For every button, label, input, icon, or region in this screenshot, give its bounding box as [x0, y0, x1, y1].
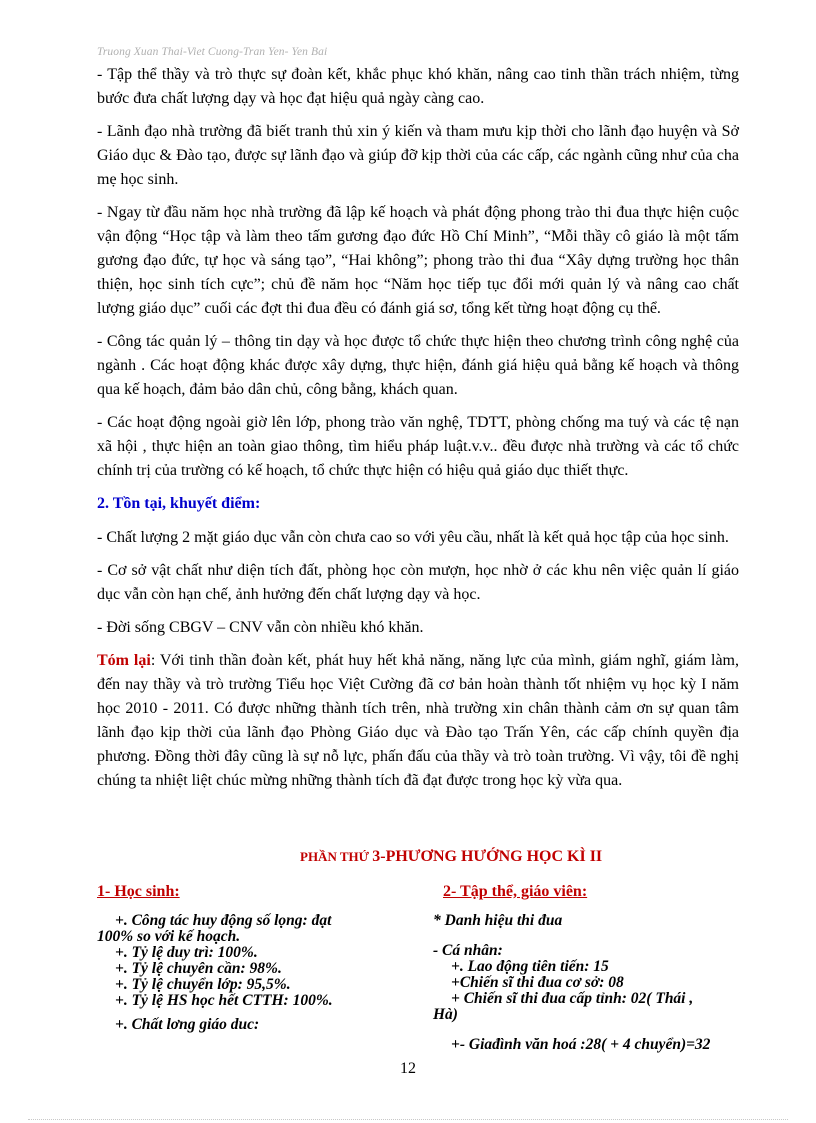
summary-text: : Với tinh thần đoàn kết, phát huy hết khả năng, năng lực của mình, giám nghĩ, giám làm, đến nay thầy và trò trường Tiểu học Việt Cường đã cơ bản hoàn thành tốt nhiệm vụ học kỳ I năm học 2010 - 2011. Có được những thành tích trên, nhà trường xin chân thành cảm ơn sự quan tâm lãnh đạo kịp thời của lãnh đạo Phòng Giáo dục và Đào tạo Trấn Yên, các cấp chính quyền địa phương. Đồng thời đây cũng là sự nỗ lực, phấn đấu của thầy và trò toàn trường. Vì vậy, tôi đề nghị chúng ta nhiệt liệt chúc mừng những thành tích đã đạt được trong học kỳ vừa qua.	[97, 652, 740, 789]
list-item: +. Tỷ lệ HS học hết CTTH: 100%.	[115, 992, 333, 1009]
list-item: +Chiến sĩ thi đua cơ sở: 08	[451, 974, 624, 991]
document-body	[97, 63, 739, 802]
paragraph: - Ngay từ đầu năm học nhà trường đã lập kế hoạch và phát động phong trào thi đua thực hiện cuộc vận động “Học tập và làm theo tấm gương đạo đức Hồ Chí Minh”, “Mỗi thầy cô giáo là một tấm gương đạo đức, tự học và sáng tạo”, “Hai không”; phong trào thi đua “Xây dựng trường học thân thiện, học sinh tích cực”; chủ đề năm học “Năm học tiếp tục đổi mới quản lý và nâng cao chất lượng giáo dục” cuối các đợt thi đua đều có đánh giá sơ, tổng kết từng hoạt động cụ thể.	[97, 204, 739, 317]
page-header: Truong Xuan Thai-Viet Cuong-Tran Yen- Yen Bai	[97, 46, 328, 58]
paragraph: - Chất lượng 2 mặt giáo dục vẫn còn chưa cao so với yêu cầu, nhất là kết quả học tập của học sinh.	[97, 529, 729, 546]
list-item: +. Chất lơng giáo duc:	[115, 1016, 260, 1033]
list-item: +. Tỷ lệ duy trì: 100%.	[115, 944, 258, 961]
list-item: * Danh hiệu thi đua	[433, 912, 563, 929]
page-number: 12	[400, 1060, 416, 1077]
paragraph: - Các hoạt động ngoài giờ lên lớp, phong trào văn nghệ, TDTT, phòng chống ma tuý và các tệ nạn xã hội , thực hiện an toàn giao thông, tìm hiểu pháp luật.v.v.. đều được nhà trường và các tổ chức chính trị của trường có kế hoạch, tổ chức thực hiện có hiệu quả giáo dục thiết thực.	[97, 414, 739, 479]
right-column	[433, 913, 783, 1053]
part-title	[300, 848, 602, 866]
paragraph: - Đời sống CBGV – CNV vẫn còn nhiều khó khăn.	[97, 619, 424, 636]
left-column	[97, 913, 427, 1033]
paragraph: - Cơ sở vật chất như diện tích đất, phòng học còn mượn, học nhờ ở các khu nên việc quản lí giáo dục vẫn còn hạn chế, ảnh hưởng đến chất lượng dạy và học.	[97, 562, 739, 603]
section-heading: 2. Tồn tại, khuyết điểm:	[97, 495, 261, 512]
summary-label: Tóm lại	[97, 652, 151, 669]
list-item: - Cá nhân:	[433, 942, 503, 959]
part-prefix: PHẦN THỨ	[300, 849, 373, 864]
list-item: + Chiến sĩ thi đua cấp tỉnh: 02( Thái ,	[451, 990, 694, 1007]
right-column-heading: 2- Tập thể, giáo viên:	[443, 883, 588, 900]
part-title-text: 3-PHƯƠNG HƯỚNG HỌC KÌ II	[372, 848, 603, 865]
list-item: 100% so với kế hoạch.	[97, 928, 241, 945]
list-item: +. Tỷ lệ chuyển lớp: 95,5%.	[115, 976, 291, 993]
list-item: +- Giađình văn hoá :28( + 4 chuyển)=32	[451, 1036, 711, 1053]
paragraph: - Lãnh đạo nhà trường đã biết tranh thủ xin ý kiến và tham mưu kịp thời cho lãnh đạo huyện và Sở Giáo dục & Đào tạo, được sự lãnh đạo và giúp đỡ kịp thời của các cấp, các ngành cũng như của cha mẹ học sinh.	[97, 123, 739, 188]
list-item: +. Tỷ lệ chuyên cần: 98%.	[115, 960, 282, 977]
list-item: Hà)	[433, 1006, 458, 1023]
list-item: +. Công tác huy động số lọng: đạt	[115, 912, 332, 929]
summary-paragraph	[97, 649, 739, 793]
list-item: +. Lao động tiên tiến: 15	[451, 958, 609, 975]
paragraph: - Tập thể thầy và trò thực sự đoàn kết, khắc phục khó khăn, nâng cao tinh thần trách nhiệm, từng bước đưa chất lượng dạy và học đạt hiệu quả ngày càng cao.	[97, 66, 739, 107]
left-column-heading: 1- Học sinh:	[97, 883, 180, 900]
page-bottom-divider	[28, 1119, 788, 1120]
paragraph: - Công tác quản lý – thông tin dạy và học được tổ chức thực hiện theo chương trình công nghệ của ngành . Các hoạt động khác được xây dựng, thực hiện, đánh giá hiệu quả bằng kế hoạch và thông qua kế hoạch, đảm bảo dân chủ, công bằng, khách quan.	[97, 333, 739, 398]
